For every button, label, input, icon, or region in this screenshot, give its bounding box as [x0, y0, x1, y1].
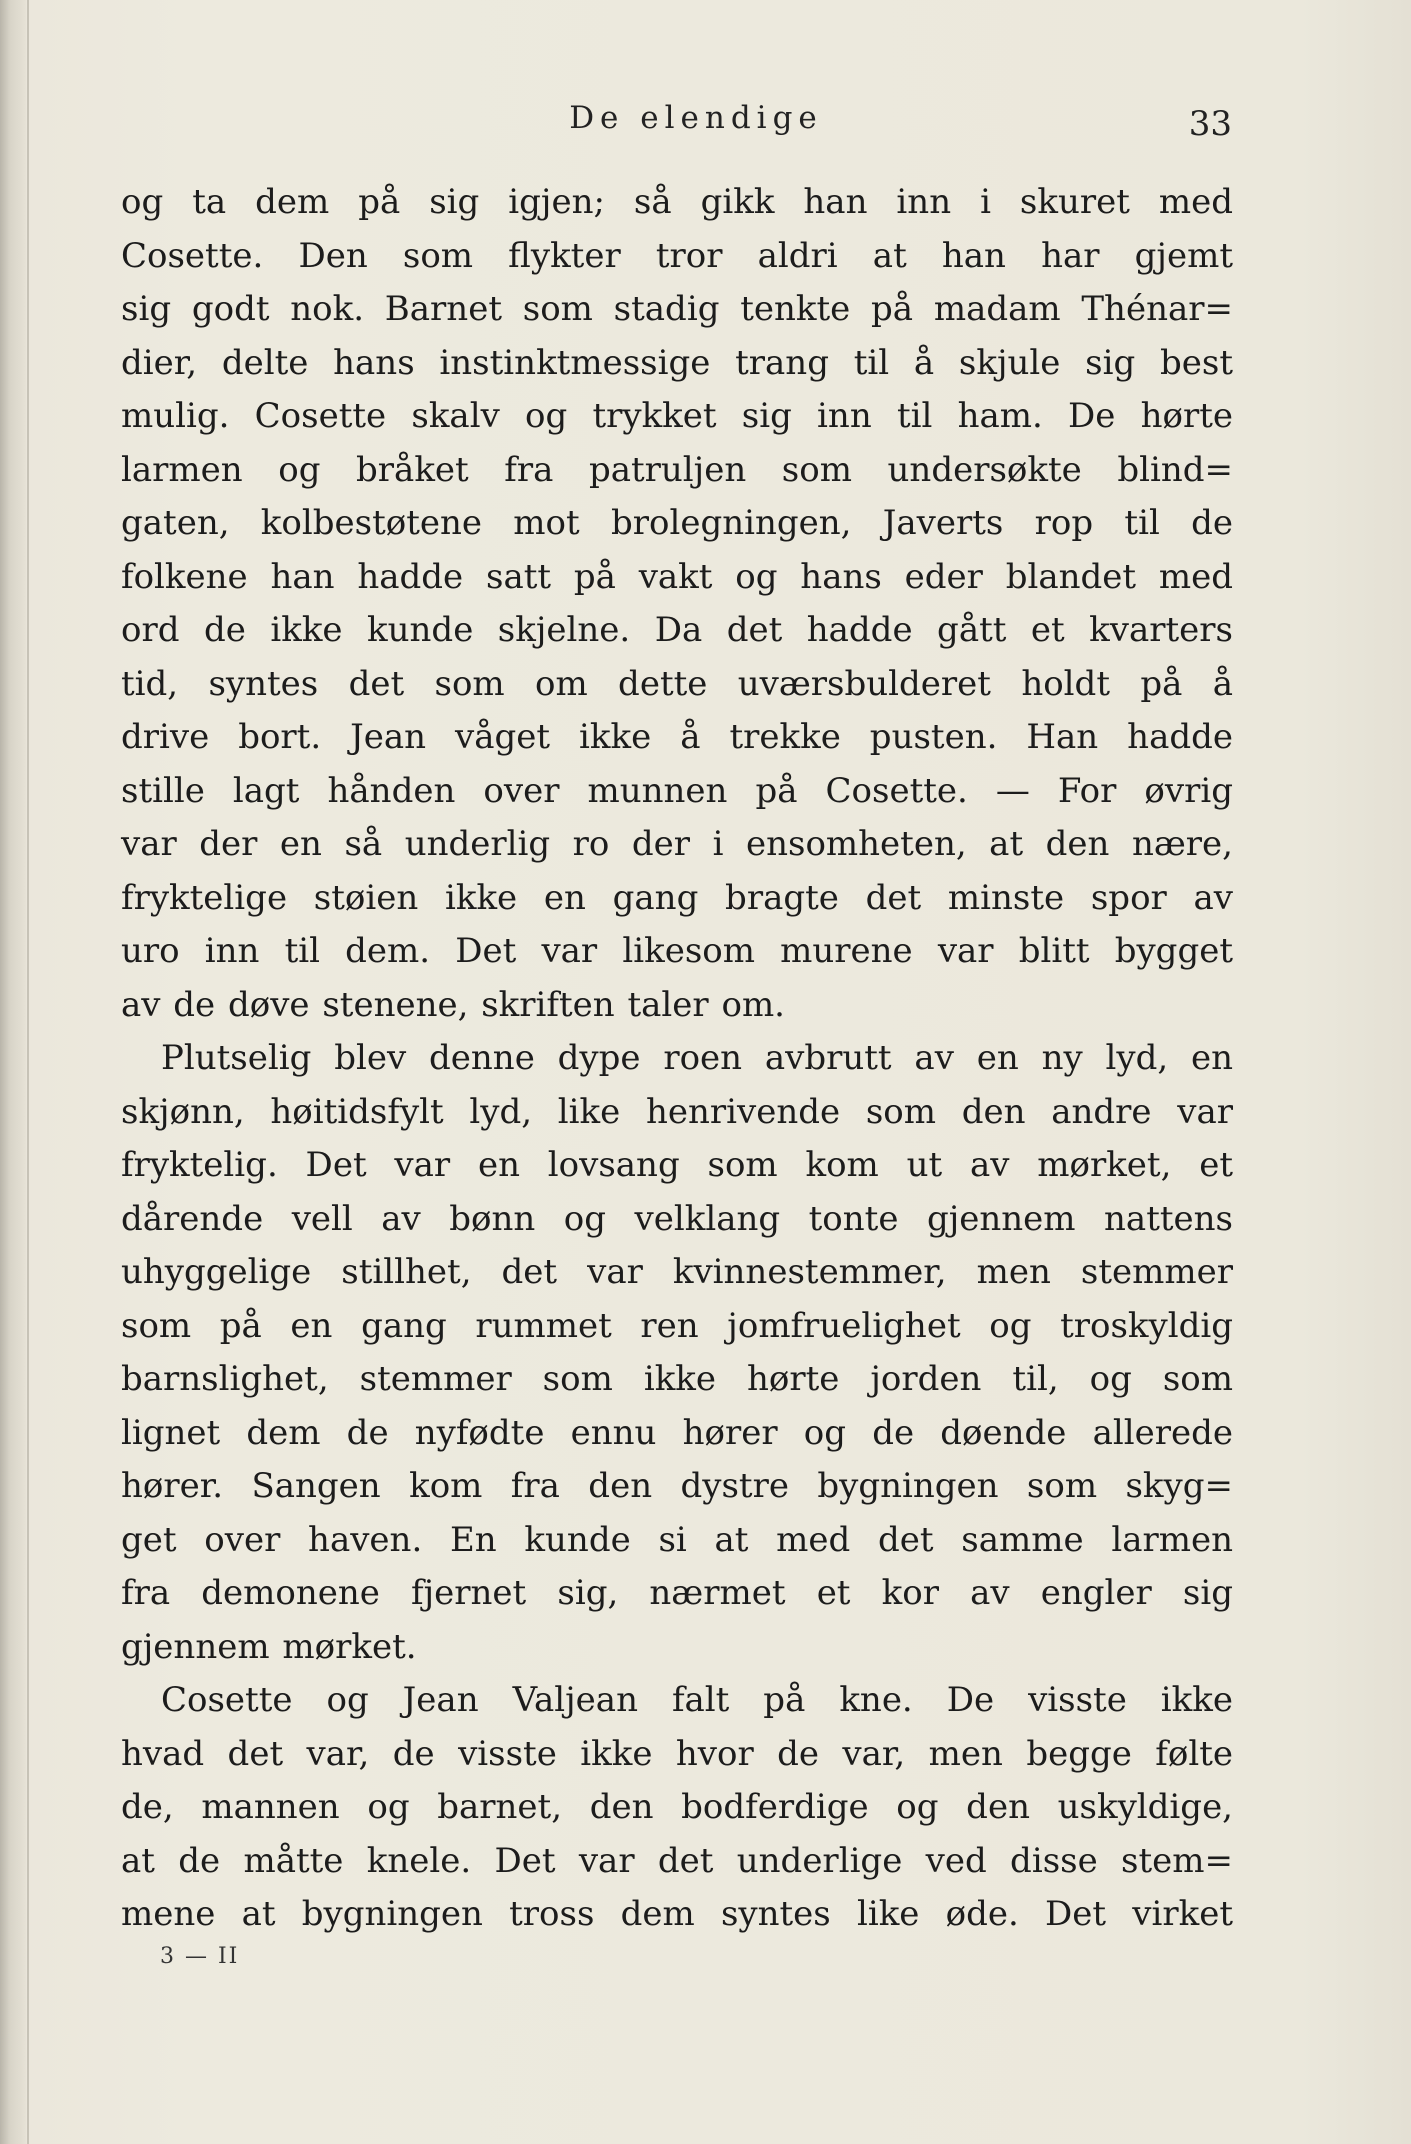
body-text	[121, 176, 1233, 1942]
text-line: sig godt nok. Barnet som stadig tenkte på madam Thénar=	[121, 289, 1233, 329]
text-line: uhyggelige stillhet, det var kvinnestemmer, men stemmer	[121, 1252, 1233, 1292]
text-line: lignet dem de nyfødte ennu hører og de døende allerede	[121, 1412, 1233, 1453]
text-line: gaten, kolbestøtene mot brolegningen, Javerts rop til de	[121, 503, 1233, 543]
text-line: dårende vell av bønn og velklang tonte gjennem nattens	[121, 1198, 1233, 1239]
text-line: og ta dem på sig igjen; så gikk han inn i skuret med	[121, 182, 1233, 222]
binding-edge	[0, 0, 26, 2144]
text-line: av de døve stenene, skriften taler om.	[121, 984, 785, 1025]
text-line: de, mannen og barnet, den bodferdige og den uskyldige,	[121, 1787, 1233, 1827]
text-line: ord de ikke kunde skjelne. Da det hadde gått et kvarters	[121, 610, 1233, 650]
text-line: Cosette. Den som flykter tror aldri at han har gjemt	[121, 235, 1233, 276]
text-line: fra demonene fjernet sig, nærmet et kor av engler sig	[121, 1573, 1233, 1613]
text-line: mene at bygningen tross dem syntes like øde. Det virket	[121, 1894, 1233, 1934]
text-line: dier, delte hans instinktmessige trang til å skjule sig best	[121, 342, 1233, 383]
text-line: uro inn til dem. Det var likesom murene var blitt bygget	[121, 931, 1233, 971]
text-line: folkene han hadde satt på vakt og hans eder blandet med	[121, 556, 1233, 597]
text-line: tid, syntes det som om dette uværsbulderet holdt på å	[121, 663, 1233, 704]
running-title: De elendige	[569, 100, 823, 136]
text-line: hvad det var, de visste ikke hvor de var, men begge følte	[121, 1733, 1233, 1774]
text-line: fryktelig. Det var en lovsang som kom ut av mørket, et	[121, 1145, 1233, 1185]
binding-line	[27, 0, 29, 2144]
text-line: drive bort. Jean våget ikke å trekke pusten. Han hadde	[121, 717, 1233, 757]
text-line: at de måtte knele. Det var det underlige ved disse stem=	[121, 1840, 1233, 1881]
text-line: barnslighet, stemmer som ikke hørte jorden til, og som	[121, 1359, 1233, 1399]
text-line: var der en så underlig ro der i ensomheten, at den nære,	[121, 824, 1233, 864]
text-line: mulig. Cosette skalv og trykket sig inn til ham. De hørte	[121, 396, 1233, 436]
running-head	[120, 100, 1232, 150]
text-line: gjennem mørket.	[121, 1626, 417, 1667]
text-line: skjønn, høitidsfylt lyd, like henrivende som den andre var	[121, 1091, 1233, 1132]
text-line: som på en gang rummet ren jomfruelighet og troskyldig	[121, 1305, 1233, 1346]
text-line: fryktelige støien ikke en gang bragte det minste spor av	[121, 877, 1233, 918]
printer-signature: 3 — II	[160, 1944, 240, 1969]
text-line: hører. Sangen kom fra den dystre bygningen som skyg=	[121, 1466, 1233, 1506]
text-line: get over haven. En kunde si at med det samme larmen	[121, 1519, 1233, 1560]
text-line: larmen og bråket fra patruljen som undersøkte blind=	[121, 449, 1233, 490]
page-number: 33	[1188, 104, 1232, 144]
text-line: Plutselig blev denne dype roen avbrutt av en ny lyd, en	[161, 1038, 1233, 1078]
text-line: stille lagt hånden over munnen på Cosette. — For øvrig	[121, 770, 1233, 811]
text-line: Cosette og Jean Valjean falt på kne. De visste ikke	[161, 1680, 1233, 1720]
